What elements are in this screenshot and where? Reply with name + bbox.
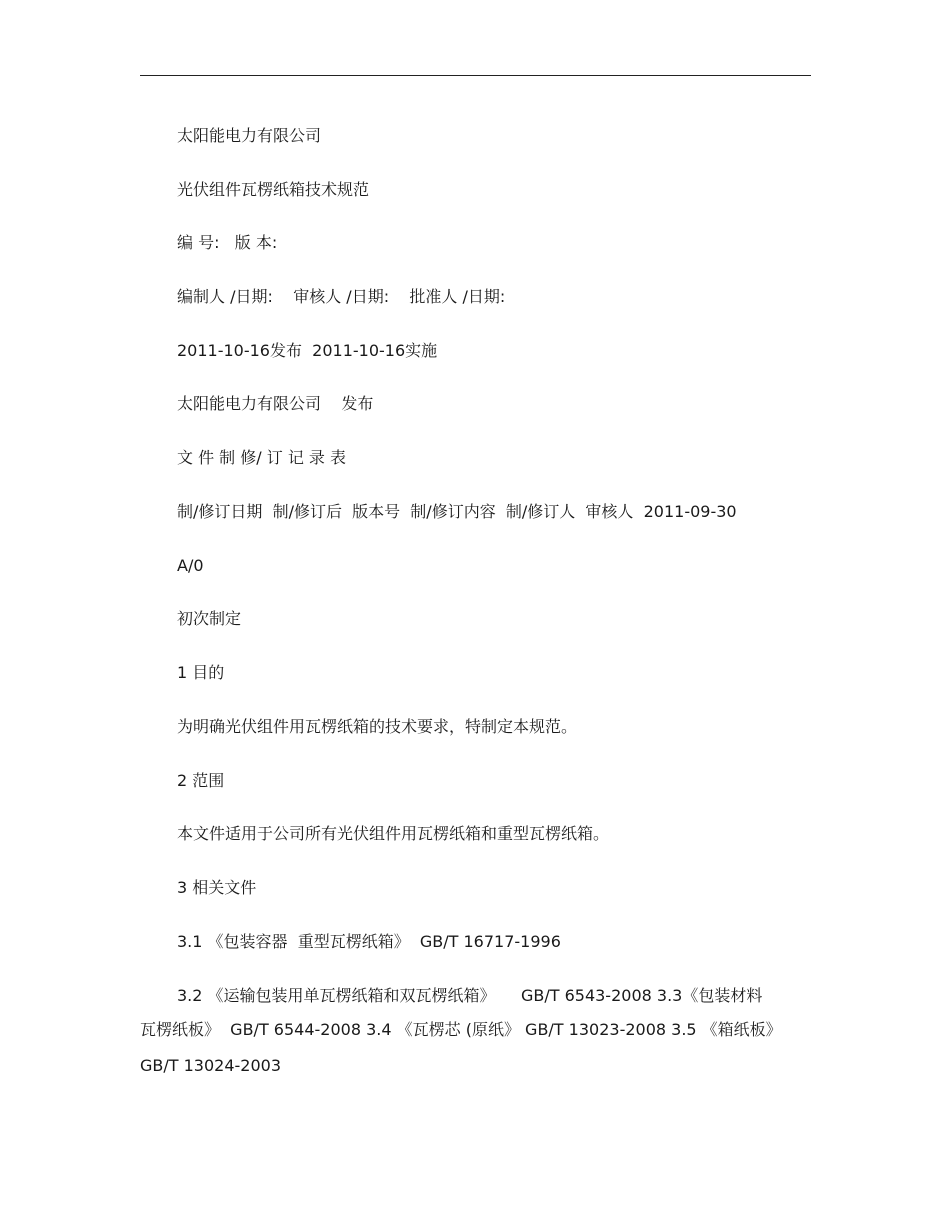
reference-3-1: 3.1 《包装容器 重型瓦楞纸箱》 GB/T 16717-1996 (177, 932, 561, 951)
reference-paragraph-line-2: 瓦楞纸板》 GB/T 6544-2008 3.4 《瓦楞芯 (原纸》 GB/T 13023-2008 3.5 《箱纸板》 (140, 1020, 782, 1039)
document-title: 光伏组件瓦楞纸箱技术规范 (177, 180, 370, 199)
revision-table-title: 文 件 制 修/ 订 记 录 表 (177, 448, 346, 467)
company-name: 太阳能电力有限公司 (177, 126, 322, 145)
revision-table-header: 制/修订日期 制/修订后 版本号 制/修订内容 制/修订人 审核人 2011-09-30 (177, 502, 737, 521)
issue-dates: 2011-10-16发布 2011-10-16实施 (177, 341, 438, 360)
reference-paragraph-line-3: GB/T 13024-2003 (140, 1056, 282, 1075)
publisher-line: 太阳能电力有限公司 发布 (177, 394, 374, 413)
revision-content: 初次制定 (177, 609, 242, 628)
reference-paragraph-line-1: 3.2 《运输包装用单瓦楞纸箱和双瓦楞纸箱》 GB/T 6543-2008 3.3《包装材料 (177, 986, 763, 1005)
section-2-body: 本文件适用于公司所有光伏组件用瓦楞纸箱和重型瓦楞纸箱。 (177, 824, 610, 843)
header-rule (140, 75, 811, 76)
section-1-heading: 1 目的 (177, 663, 225, 682)
signature-line: 编制人 /日期: 审核人 /日期: 批准人 /日期: (177, 287, 506, 306)
section-1-body: 为明确光伏组件用瓦楞纸箱的技术要求，特制定本规范。 (177, 717, 578, 736)
section-2-heading: 2 范围 (177, 771, 225, 790)
section-3-heading: 3 相关文件 (177, 878, 257, 897)
number-version-line: 编 号: 版 本: (177, 233, 278, 252)
revision-version: A/0 (177, 556, 204, 575)
